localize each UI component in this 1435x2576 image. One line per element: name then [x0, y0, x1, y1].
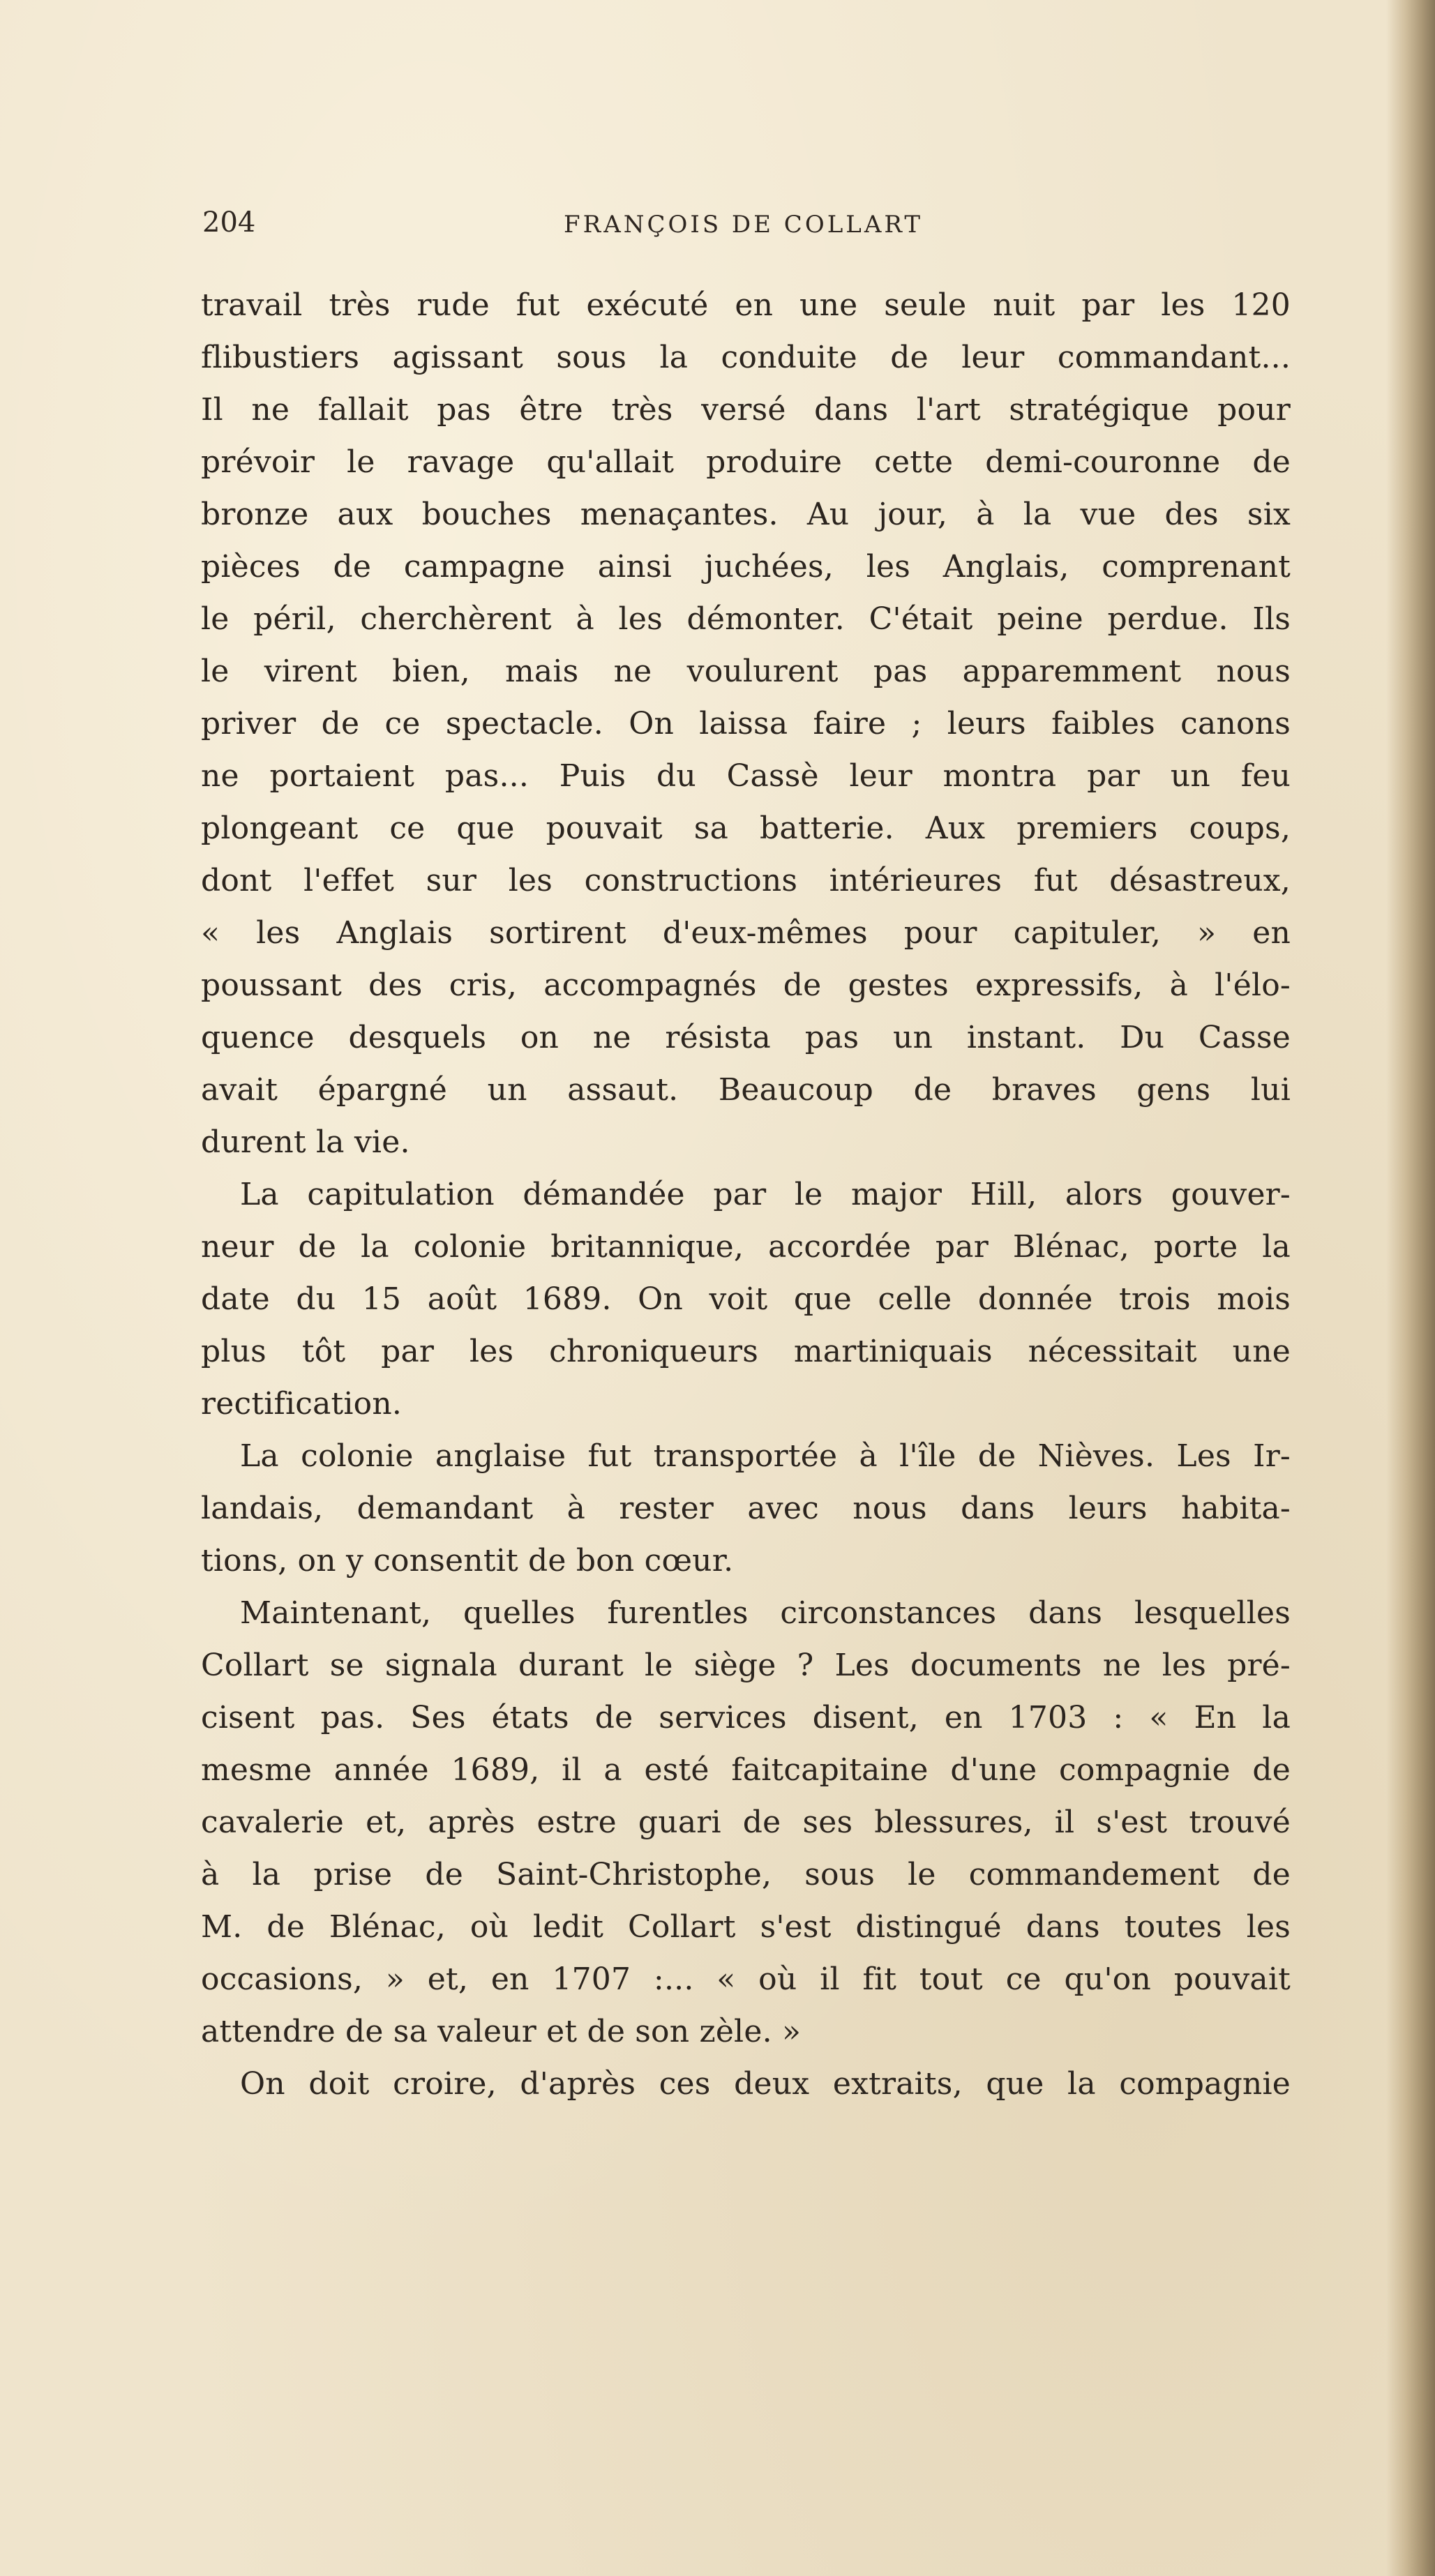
text-line: cisent pas. Ses états de services disent, en 1703 : « En la: [201, 1700, 1291, 1735]
body-text: [201, 279, 1291, 2110]
text-line: le péril, cherchèrent à les démonter. C'était peine perdue. Ils: [201, 601, 1291, 637]
text-line: On doit croire, d'après ces deux extraits, que la compagnie: [240, 2066, 1291, 2102]
text-line: occasions, » et, en 1707 :... « où il fit tout ce qu'on pouvait: [201, 1961, 1291, 1997]
text-line: Collart se signala durant le siège ? Les documents ne les pré-: [201, 1648, 1291, 1683]
text-line: bronze aux bouches menaçantes. Au jour, à la vue des six: [201, 497, 1291, 532]
text-line: cavalerie et, après estre guari de ses blessures, il s'est trouvé: [201, 1805, 1291, 1840]
text-line: neur de la colonie britannique, accordée par Blénac, porte la: [201, 1229, 1291, 1265]
text-line: La capitulation démandée par le major Hill, alors gouver-: [240, 1177, 1291, 1212]
page-spine-shadow: [1386, 0, 1435, 2576]
text-line: Il ne fallait pas être très versé dans l'art stratégique pour: [201, 392, 1291, 428]
running-title: FRANÇOIS DE COLLART: [564, 211, 924, 239]
text-line: date du 15 août 1689. On voit que celle donnée trois mois: [201, 1281, 1291, 1317]
text-line: mesme année 1689, il a esté faitcapitaine d'une compagnie de: [201, 1752, 1291, 1788]
text-line: « les Anglais sortirent d'eux-mêmes pour capituler, » en: [201, 915, 1291, 951]
text-line: quence desquels on ne résista pas un instant. Du Casse: [201, 1020, 1291, 1055]
text-line: le virent bien, mais ne voulurent pas apparemment nous: [201, 654, 1291, 689]
text-line: plus tôt par les chroniqueurs martiniquais nécessitait une: [201, 1334, 1291, 1369]
text-line: priver de ce spectacle. On laissa faire ; leurs faibles canons: [201, 706, 1291, 741]
text-line: dont l'effet sur les constructions intérieures fut désastreux,: [201, 863, 1291, 898]
text-line: avait épargné un assaut. Beaucoup de braves gens lui: [201, 1072, 1291, 1108]
text-line: durent la vie.: [201, 1124, 410, 1160]
text-line: pièces de campagne ainsi juchées, les Anglais, comprenant: [201, 549, 1291, 585]
page-header: [202, 206, 1291, 248]
text-line: poussant des cris, accompagnés de gestes expressifs, à l'élo-: [201, 967, 1291, 1003]
text-line: plongeant ce que pouvait sa batterie. Aux premiers coups,: [201, 811, 1291, 846]
text-line: La colonie anglaise fut transportée à l'île de Nièves. Les Ir-: [240, 1438, 1291, 1474]
text-line: landais, demandant à rester avec nous dans leurs habita-: [201, 1491, 1291, 1526]
text-line: prévoir le ravage qu'allait produire cette demi-couronne de: [201, 444, 1291, 480]
text-line: M. de Blénac, où ledit Collart s'est distingué dans toutes les: [201, 1909, 1291, 1945]
text-line: tions, on y consentit de bon cœur.: [201, 1543, 734, 1579]
text-line: à la prise de Saint-Christophe, sous le commandement de: [201, 1857, 1291, 1892]
text-line: attendre de sa valeur et de son zèle. »: [201, 2014, 802, 2049]
text-line: Maintenant, quelles furentles circonstances dans lesquelles: [240, 1595, 1291, 1631]
text-line: rectification.: [201, 1386, 403, 1422]
text-line: travail très rude fut exécuté en une seule nuit par les 120: [201, 287, 1291, 323]
text-line: flibustiers agissant sous la conduite de leur commandant...: [201, 340, 1291, 375]
page-number: 204: [202, 206, 256, 239]
text-line: ne portaient pas... Puis du Cassè leur montra par un feu: [201, 758, 1291, 794]
